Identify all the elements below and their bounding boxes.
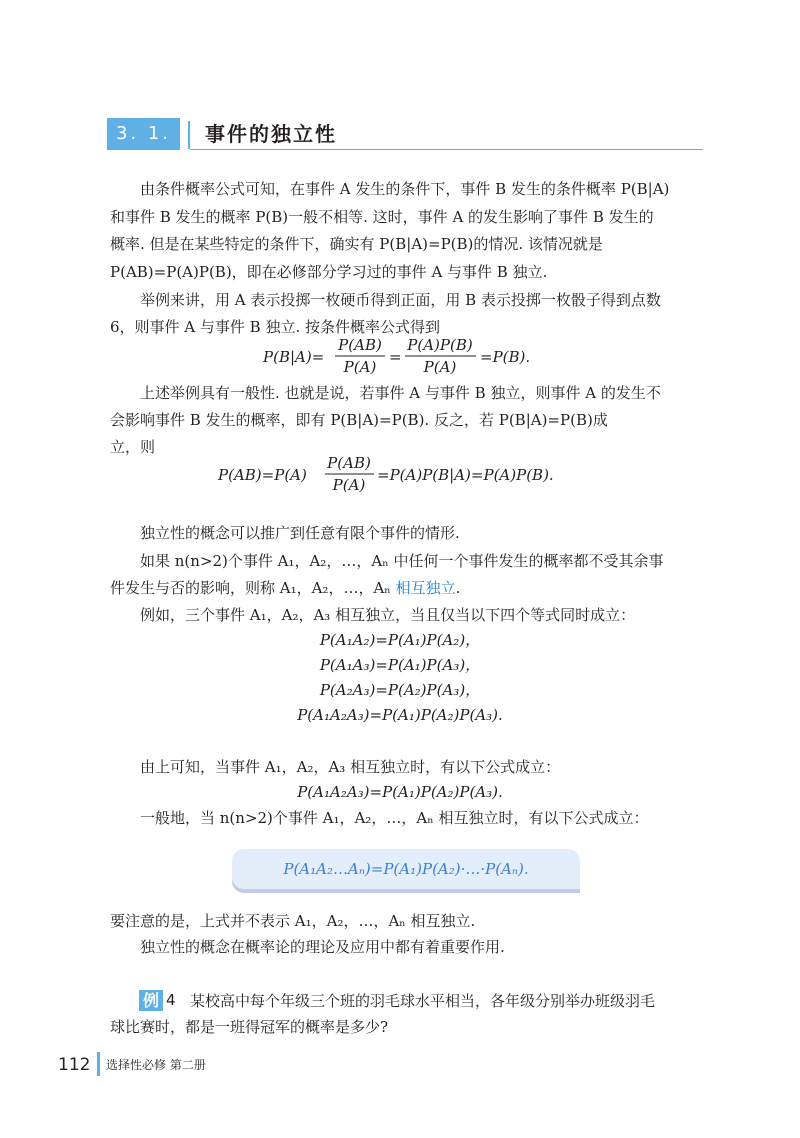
eq1-lhs: P(B|A)= [263,348,325,366]
paragraph-text: 件发生与否的影响，则称 A₁，A₂，…，Aₙ [110,579,396,597]
eq1-fraction1-numerator: P(AB) [338,336,382,354]
paragraph-line: 独立性的概念可以推广到任意有限个事件的情形. [140,524,460,542]
paragraph-line: 如果 n(n>2)个事件 A₁，A₂，…，Aₙ 中任何一个事件发生的概率都不受其余事 [140,552,664,570]
example-badge: 例 [139,990,163,1011]
section-divider [188,121,190,149]
page-number: 112 [58,1055,91,1075]
section-number: 3. 1. 2 [107,118,180,150]
paragraph-line: 由上可知，当事件 A₁，A₂，A₃ 相互独立时，有以下公式成立： [140,758,561,776]
eq1-fraction1-denominator: P(A) [343,358,377,376]
equation-conditional-probability [0,332,800,380]
equation-line: P(A₁A₂A₃)=P(A₁)P(A₂)P(A₃). [297,706,503,724]
paragraph-line: 独立性的概念在概率论的理论及应用中都有着重要作用. [140,938,505,956]
paragraph-line: 6，则事件 A 与事件 B 独立. 按条件概率公式得到 [110,318,441,336]
footer-divider [97,1052,100,1076]
example-number: 4 [166,991,176,1009]
equation-independence-derivation [0,452,800,500]
paragraph-line: 举例来讲，用 A 表示投掷一枚硬币得到正面，用 B 表示投掷一枚骰子得到点数 [140,291,661,309]
section-underline [190,149,703,150]
equation-line: P(A₁A₃)=P(A₁)P(A₃)， [319,656,481,674]
paragraph-line: 和事件 B 发生的概率 P(B)一般不相等. 这时，事件 A 的发生影响了事件 B 发生的 [110,208,654,226]
paragraph-line: 立，则 [110,438,156,456]
example-line: 球比赛时，都是一班得冠军的概率是多少? [110,1018,389,1036]
section-title: 事件的独立性 [205,122,337,146]
key-term: 相互独立 [395,579,456,597]
highlight-formula-box [232,849,580,889]
equation-line: P(A₁A₂)=P(A₁)P(A₂)， [319,631,481,649]
eq1-rhs: =P(B). [480,348,531,366]
paragraph-text: . [455,579,461,597]
paragraph-line: 一般地，当 n(n>2)个事件 A₁，A₂，…，Aₙ 相互独立时，有以下公式成立： [140,809,649,827]
paragraph-line: 由条件概率公式可知，在事件 A 发生的条件下，事件 B 发生的条件概率 P(B|A) [140,180,670,198]
paragraph-line: P(AB)=P(A)P(B)，即在必修部分学习过的事件 A 与事件 B 独立. [110,263,548,281]
equation-line: P(A₁A₂A₃)=P(A₁)P(A₂)P(A₃). [297,783,503,801]
section-heading [107,118,703,176]
paragraph-line [110,577,460,599]
boxed-formula: P(A₁A₂…Aₙ)=P(A₁)P(A₂)·…·P(Aₙ). [283,860,529,878]
paragraph-line: 概率. 但是在某些特定的条件下，确实有 P(B|A)=P(B)的情况. 该情况就是 [110,235,603,253]
equation-line: P(A₂A₃)=P(A₂)P(A₃)， [319,681,481,699]
example-line: 某校高中每个年级三个班的羽毛球水平相当，各年级分别举办班级羽毛 [190,992,656,1010]
paragraph-line: 会影响事件 B 发生的概率，即有 P(B|A)=P(B). 反之，若 P(B|A)=P(B)成 [110,411,608,429]
eq2-fraction-denominator: P(A) [332,476,366,494]
eq2-lhs: P(AB)=P(A) [218,466,307,484]
eq2-fraction-numerator: P(AB) [327,454,371,472]
eq1-fraction2-numerator: P(A)P(B) [407,336,473,354]
paragraph-line: 上述举例具有一般性. 也就是说，若事件 A 与事件 B 独立，则事件 A 的发生不 [140,384,661,402]
paragraph-line: 例如，三个事件 A₁，A₂，A₃ 相互独立，当且仅当以下四个等式同时成立： [140,606,636,624]
eq1-equals: = [389,348,402,366]
book-title: 选择性必修 第二册 [106,1058,206,1072]
paragraph-line: 要注意的是，上式并不表示 A₁，A₂，…，Aₙ 相互独立. [110,912,476,930]
eq2-rhs: =P(A)P(B|A)=P(A)P(B). [377,466,554,484]
eq1-fraction2-denominator: P(A) [423,358,457,376]
